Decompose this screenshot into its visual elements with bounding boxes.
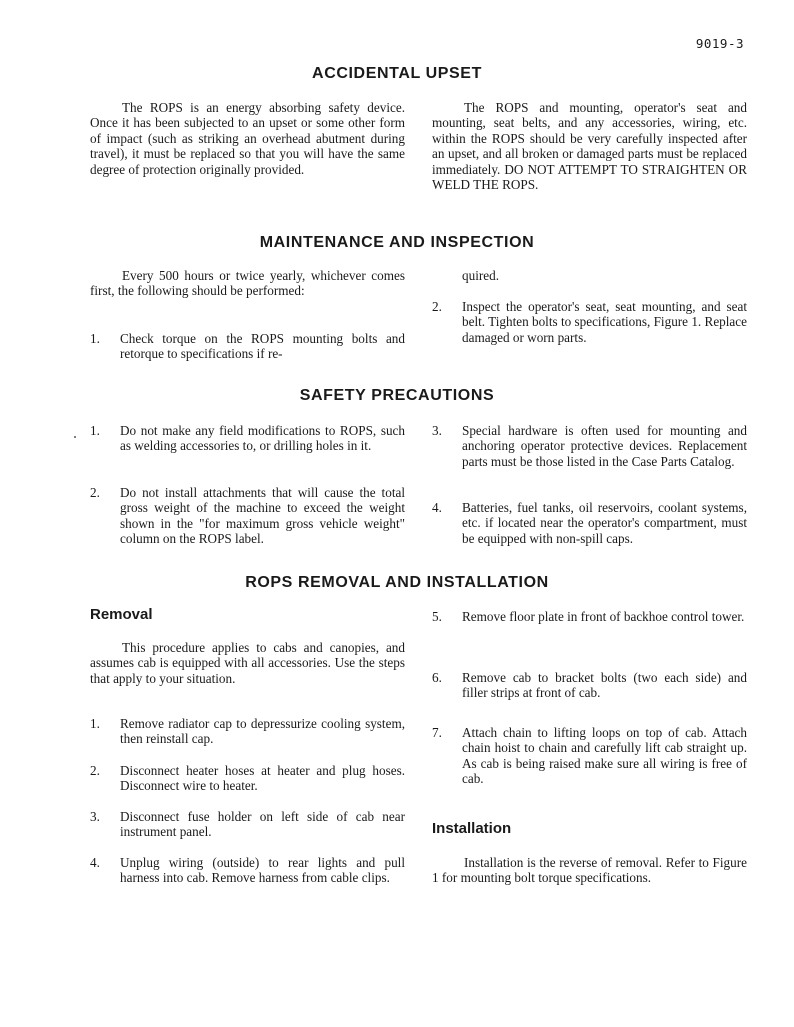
- item-text: Disconnect heater hoses at heater and plug hoses. Disconnect wire to heater.: [120, 763, 405, 794]
- section-title-removal-installation: ROPS REMOVAL AND INSTALLATION: [245, 574, 549, 591]
- item-text: Remove floor plate in front of backhoe control tower.: [462, 609, 745, 624]
- removal-intro: This procedure applies to cabs and canopies, and assumes cab is equipped with all accessories. Use the steps that apply to your situation.: [90, 640, 405, 686]
- maintenance-item-1: [90, 331, 405, 363]
- removal-step-6: [432, 670, 747, 702]
- safety-item-3: [432, 423, 747, 485]
- installation-heading: Installation: [432, 820, 512, 837]
- page-number: 9019-3: [695, 36, 744, 51]
- removal-heading: Removal: [90, 606, 153, 623]
- removal-step-2: [90, 763, 405, 795]
- speck-mark: [74, 436, 76, 438]
- section-title-accidental-upset: ACCIDENTAL UPSET: [312, 65, 482, 82]
- accidental-upset-right-paragraph: The ROPS and mounting, operator's seat and mounting, seat belts, and any accessories, wiring, etc. within the ROPS should be very carefully inspected after an upset, and all broken or damaged parts must be replaced immediately. DO NOT ATTEMPT TO STRAIGHTEN OR WELD THE ROPS.: [432, 100, 747, 193]
- item-text: Remove cab to bracket bolts (two each side) and filler strips at front of cab.: [462, 670, 747, 701]
- item-number: 2.: [432, 299, 442, 314]
- item-number: 5.: [432, 609, 442, 624]
- item-number: 1.: [90, 331, 100, 346]
- item-number: 4.: [90, 855, 100, 870]
- removal-step-7: [432, 725, 747, 803]
- safety-item-4: [432, 500, 747, 562]
- section-title-safety: SAFETY PRECAUTIONS: [299, 387, 495, 404]
- removal-step-5: [432, 609, 747, 641]
- item-number: 6.: [432, 670, 442, 685]
- item-number: 7.: [432, 725, 442, 740]
- section-title-maintenance: MAINTENANCE AND INSPECTION: [259, 234, 535, 251]
- item-number: 2.: [90, 763, 100, 778]
- item-text: Special hardware is often used for mounting and anchoring operator protective devices. Replacement parts must be those listed in the Case Parts Catalog.: [462, 423, 747, 469]
- safety-item-2: [90, 485, 405, 563]
- item-text: Do not install attachments that will cause the total gross weight of the machine to exceed the weight shown in the "for maximum gross vehicle weight" column on the ROPS label.: [120, 485, 405, 547]
- item-text: quired.: [462, 268, 499, 283]
- maintenance-item-1-continued: [432, 268, 747, 284]
- removal-step-3: [90, 809, 405, 841]
- item-number: 3.: [432, 423, 442, 438]
- item-text: Disconnect fuse holder on left side of cab near instrument panel.: [120, 809, 405, 840]
- maintenance-item-2: [432, 299, 747, 361]
- removal-step-1: [90, 716, 405, 748]
- item-text: Batteries, fuel tanks, oil reservoirs, coolant systems, etc. if located near the operator's compartment, must be equipped with non-spill caps.: [462, 500, 747, 546]
- maintenance-intro: Every 500 hours or twice yearly, whichever comes first, the following should be performed:: [90, 268, 405, 299]
- safety-item-1: [90, 423, 405, 471]
- item-number: 4.: [432, 500, 442, 515]
- item-number: 1.: [90, 716, 100, 731]
- installation-text: Installation is the reverse of removal. Refer to Figure 1 for mounting bolt torque specifications.: [432, 855, 747, 886]
- item-text: Check torque on the ROPS mounting bolts and retorque to specifications if re-: [120, 331, 405, 362]
- item-text: Unplug wiring (outside) to rear lights and pull harness into cab. Remove harness from cable clips.: [120, 855, 405, 886]
- item-number: 3.: [90, 809, 100, 824]
- accidental-upset-left-paragraph: The ROPS is an energy absorbing safety device. Once it has been subjected to an upset or some other form of impact (such as striking an overhead abutment during travel), it must be replaced so that you will have the same degree of protection originally provided.: [90, 100, 405, 177]
- item-text: Remove radiator cap to depressurize cooling system, then reinstall cap.: [120, 716, 405, 747]
- item-text: Do not make any field modifications to ROPS, such as welding accessories to, or drilling holes in it.: [120, 423, 405, 454]
- removal-step-4: [90, 855, 405, 903]
- item-text: Attach chain to lifting loops on top of cab. Attach chain hoist to chain and carefully lift cab straight up. As cab is being raised make sure all wiring is free of cab.: [462, 725, 747, 787]
- item-number: 1.: [90, 423, 100, 438]
- item-number: 2.: [90, 485, 100, 500]
- item-text: Inspect the operator's seat, seat mounting, and seat belt. Tighten bolts to specifications, Figure 1. Replace damaged or worn parts.: [462, 299, 747, 345]
